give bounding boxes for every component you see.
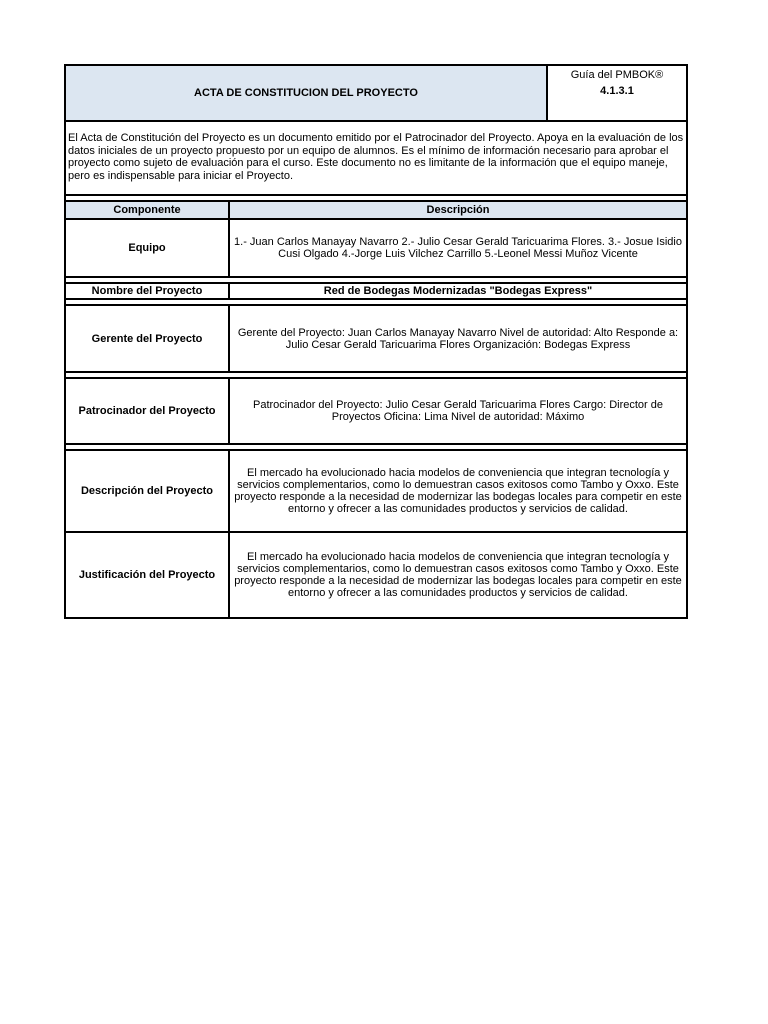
row-value: El mercado ha evolucionado hacia modelos de conveniencia que integran tecnología y servicios complementarios, como lo demuestran casos exitosos como Tambo y Oxxo. Este proyecto responde a la necesidad de modernizar las bodegas locales para competir en este entorno y ofrecer a las comunidades productos y servicios de calidad. bbox=[234, 467, 682, 515]
row-label: Patrocinador del Proyecto bbox=[66, 379, 230, 443]
table-row-team bbox=[66, 220, 686, 278]
table-header bbox=[66, 202, 686, 220]
document-header bbox=[66, 66, 686, 122]
description-column-header: Descripción bbox=[426, 204, 490, 216]
table-row-justification bbox=[66, 533, 686, 617]
row-label: Equipo bbox=[66, 220, 230, 276]
table-row-project-name bbox=[66, 284, 686, 300]
guide-name: Guía del PMBOK® bbox=[570, 69, 664, 81]
guide-reference bbox=[548, 66, 686, 120]
row-label: Nombre del Proyecto bbox=[66, 284, 230, 298]
row-value: Gerente del Proyecto: Juan Carlos Manayay Navarro Nivel de autoridad: Alto Responde a: Julio Cesar Gerald Taricuarima Flores Organización: Bodegas Express bbox=[237, 326, 679, 351]
row-value: Red de Bodegas Modernizadas "Bodegas Express" bbox=[323, 285, 593, 297]
guide-code: 4.1.3.1 bbox=[600, 85, 634, 97]
table-row-sponsor bbox=[66, 379, 686, 445]
table-row-manager bbox=[66, 306, 686, 373]
row-value: El mercado ha evolucionado hacia modelos de conveniencia que integran tecnología y servicios complementarios, como lo demuestran casos exitosos como Tambo y Oxxo. Este proyecto responde a la necesidad de modernizar las bodegas locales para competir en este entorno y ofrecer a las comunidades productos y servicios de calidad. bbox=[234, 551, 682, 599]
intro-paragraph: El Acta de Constitución del Proyecto es un documento emitido por el Patrocinador del Proyecto. Apoya en la evaluación de los datos iniciales de un proyecto propuesto por un equipo de alumnos. Es el mínimo de información necesario para aprobar el proyecto como sujeto de evaluación para el curso. Este documento no es limitante de la información que el equipo maneje, pero es indispensable para iniciar el Proyecto. bbox=[66, 122, 686, 196]
row-label: Justificación del Proyecto bbox=[66, 533, 230, 617]
table-row-description bbox=[66, 451, 686, 533]
document-title: ACTA DE CONSTITUCION DEL PROYECTO bbox=[66, 66, 548, 120]
charter-document bbox=[64, 64, 688, 619]
row-label: Descripción del Proyecto bbox=[66, 451, 230, 531]
row-label: Gerente del Proyecto bbox=[66, 306, 230, 371]
row-value: 1.- Juan Carlos Manayay Navarro 2.- Julio Cesar Gerald Taricuarima Flores. 3.- Josue Isidio Cusi Olgado 4.-Jorge Luis Vilchez Carrillo 5.-Leonel Messi Muñoz Vicente bbox=[234, 236, 682, 260]
row-value: Patrocinador del Proyecto: Julio Cesar Gerald Taricuarima Flores Cargo: Director de Proyectos Oficina: Lima Nivel de autoridad: Máximo bbox=[252, 399, 664, 423]
component-column-header: Componente bbox=[66, 202, 230, 218]
